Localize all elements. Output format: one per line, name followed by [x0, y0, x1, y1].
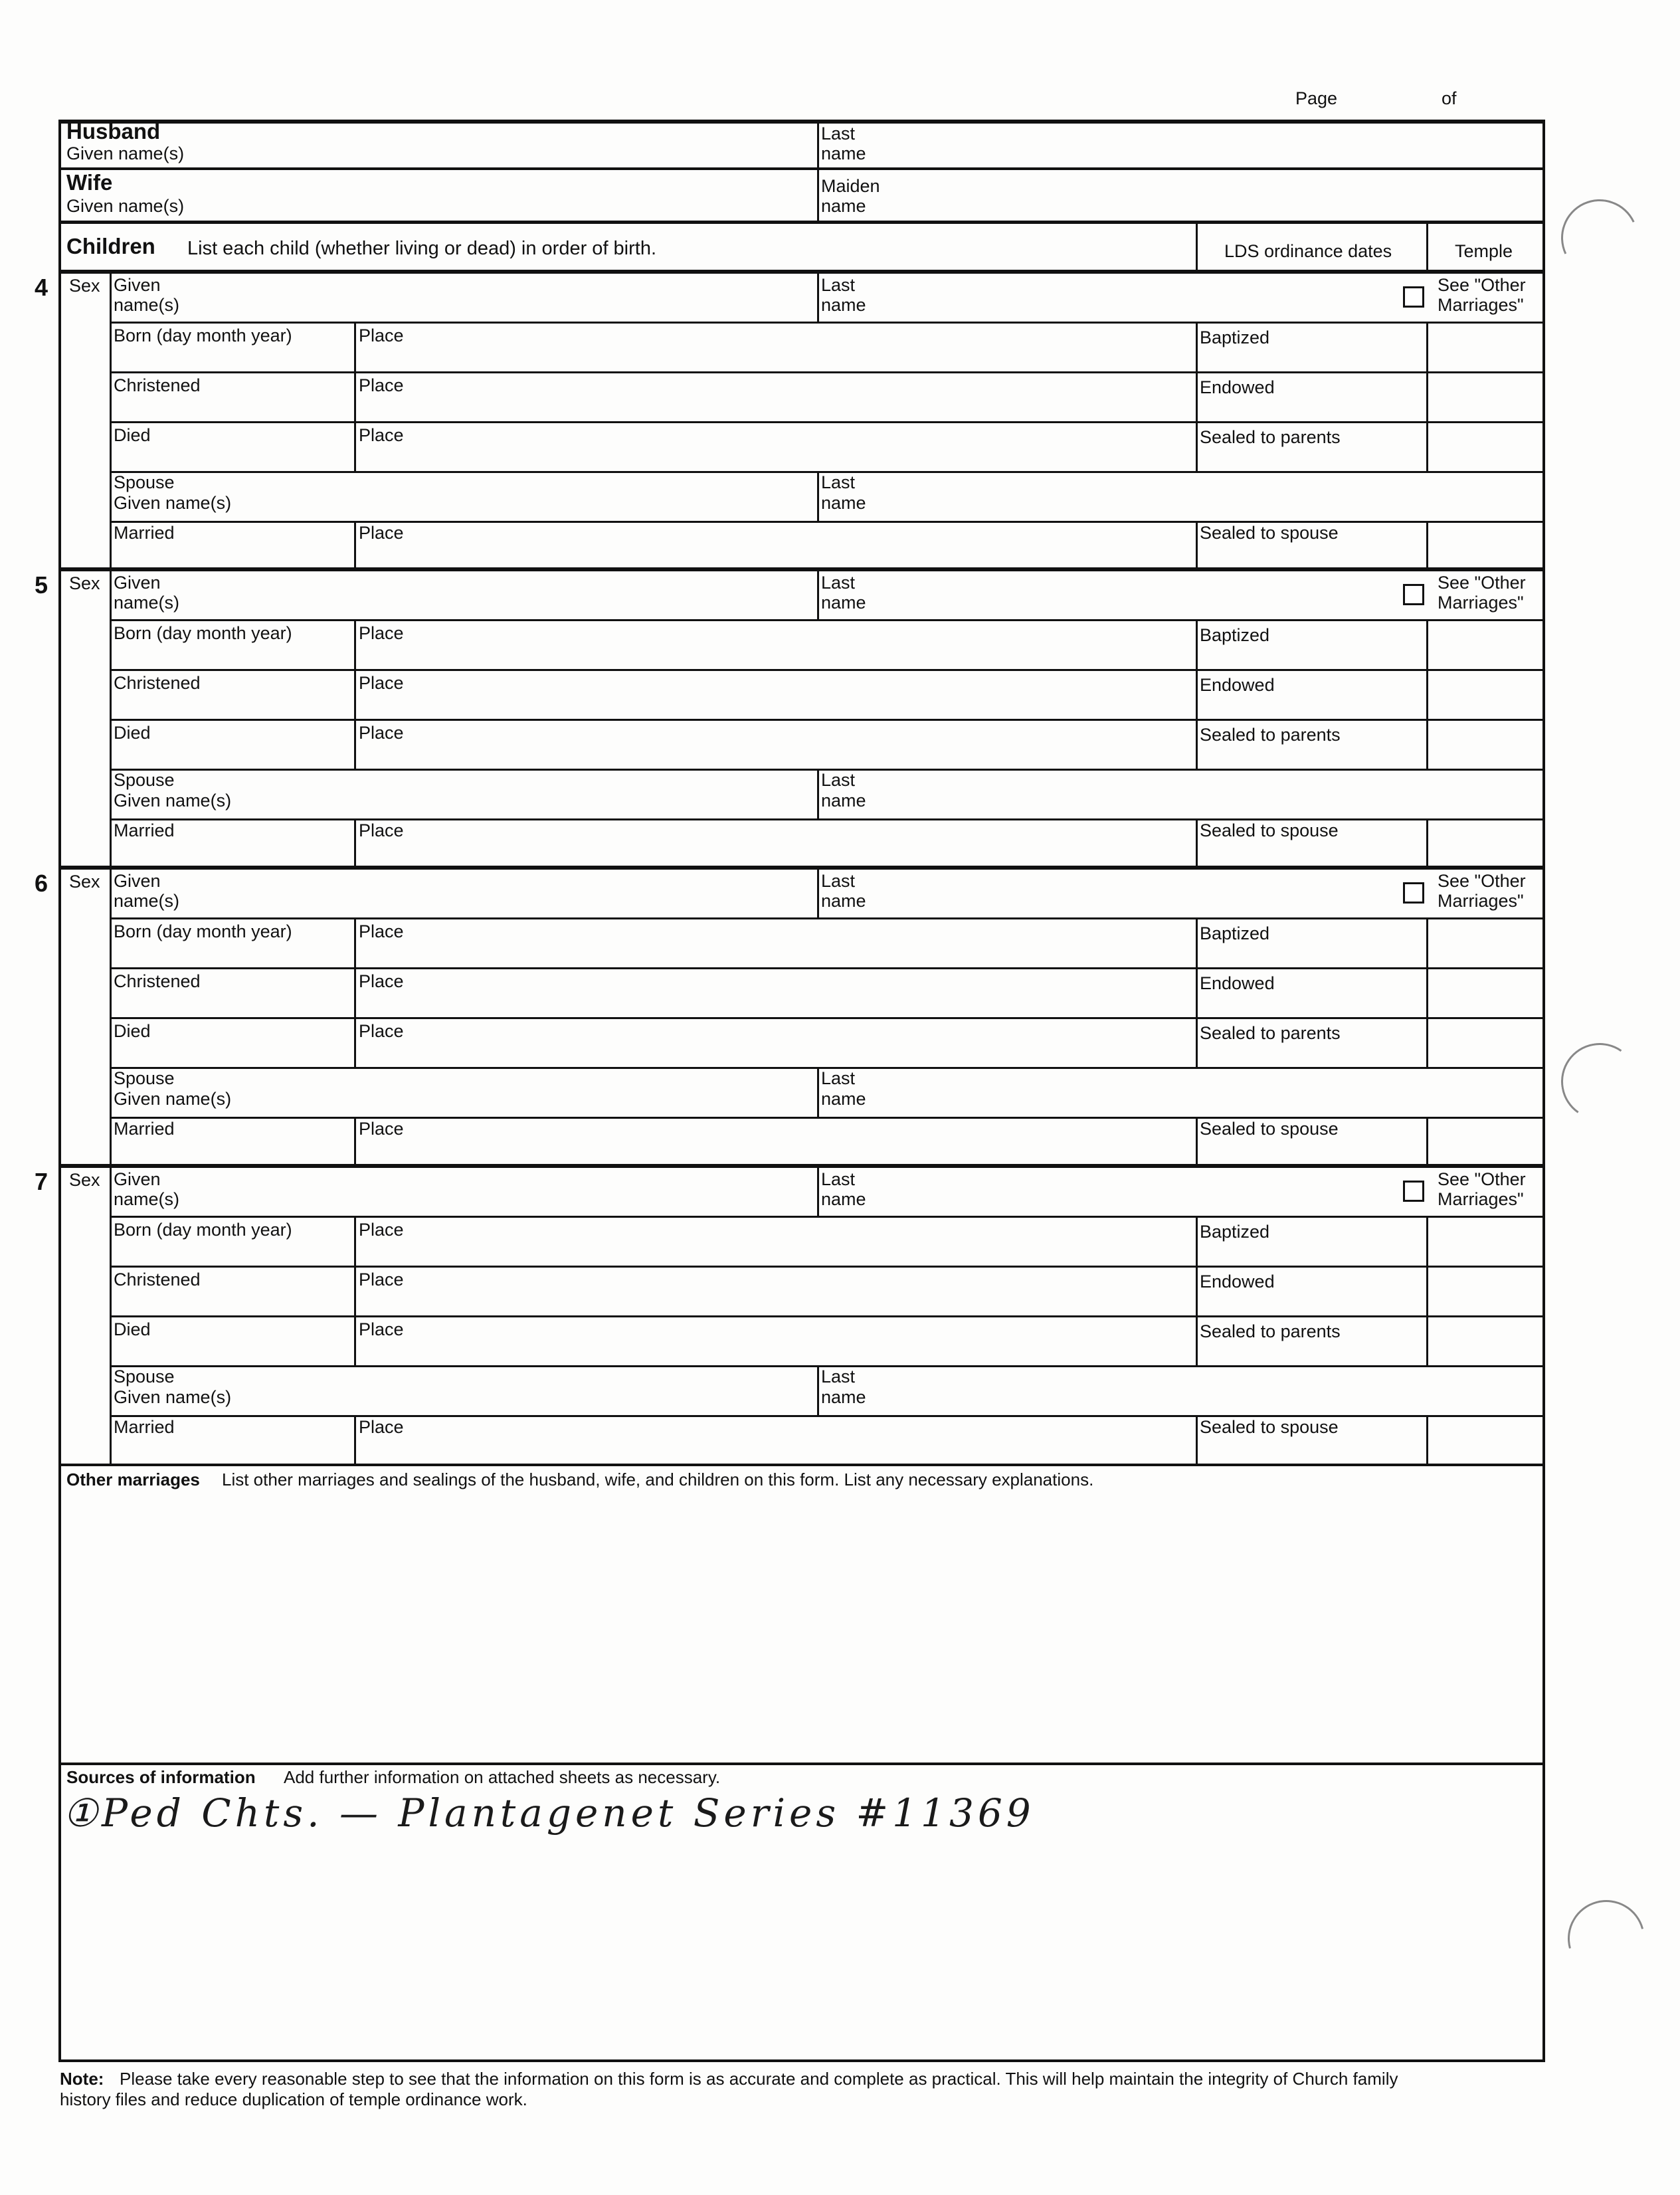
child-married-label: Married	[114, 1417, 175, 1437]
child-row-line	[110, 967, 1545, 969]
child-baptized-label: Baptized	[1200, 1222, 1270, 1242]
child-row-line	[110, 669, 1545, 671]
child-born-label: Born (day month year)	[114, 326, 292, 345]
child-spouse-divider	[817, 471, 819, 521]
wife-bottom-border	[58, 221, 1545, 224]
child-given-label-2: name(s)	[114, 1189, 180, 1209]
child-died-label: Died	[114, 425, 151, 445]
child-place-divider	[354, 1266, 356, 1315]
child-row-line	[110, 1017, 1545, 1019]
child-place-divider	[354, 719, 356, 769]
child-died-label: Died	[114, 723, 151, 743]
child-sex-column-divider	[110, 1166, 112, 1464]
child-last-label-1: Last	[821, 573, 856, 593]
child-ordinance-divider	[1196, 1266, 1198, 1315]
child-place-divider	[354, 371, 356, 421]
child-given-label-1: Given	[114, 275, 161, 295]
child-last-label-2: name	[821, 891, 866, 911]
sources-top-border	[58, 1763, 1545, 1765]
child-place-label: Place	[359, 375, 404, 395]
child-christened-label: Christened	[114, 971, 201, 991]
child-sealed-spouse-label: Sealed to spouse	[1200, 820, 1339, 840]
child-spouse-last-label-1: Last	[821, 472, 856, 492]
child-temple-divider	[1426, 669, 1428, 719]
page-label: Page	[1295, 88, 1338, 108]
see-other-marriages-label-1: See "Other	[1438, 275, 1526, 295]
binder-hole-bottom	[1554, 1886, 1659, 1991]
note-text-line-1: Please take every reasonable step to see that the information on this form is as accurate and complete as practical. This will help maintain the integrity of Church family	[120, 2069, 1398, 2089]
child-spouse-divider	[817, 1365, 819, 1415]
child-place-label: Place	[359, 1270, 404, 1289]
child-row-line	[110, 1315, 1545, 1317]
child-ordinance-divider	[1196, 719, 1198, 769]
child-place-divider	[354, 521, 356, 569]
child-spouse-last-label-1: Last	[821, 1367, 856, 1386]
husband-last-label-1: Last	[821, 124, 856, 143]
child-sealed_parents-label: Sealed to parents	[1200, 1321, 1341, 1341]
see-other-marriages-label-2: Marriages"	[1438, 1189, 1524, 1209]
child-temple-divider	[1426, 619, 1428, 669]
children-title: Children	[66, 234, 155, 258]
child-place-label: Place	[359, 523, 404, 543]
husband-title: Husband	[66, 119, 161, 143]
child-spouse-label-1: Spouse	[114, 1068, 175, 1088]
child-temple-divider	[1426, 1117, 1428, 1165]
child-spouse-label-2: Given name(s)	[114, 1089, 232, 1109]
note-text-line-2: history files and reduce duplication of temple ordinance work.	[60, 2089, 527, 2109]
child-spouse-label-2: Given name(s)	[114, 1387, 232, 1407]
child-place-label: Place	[359, 623, 404, 643]
child-given-label-1: Given	[114, 573, 161, 593]
child-ordinance-divider	[1196, 1415, 1198, 1464]
child-name-divider	[817, 569, 819, 619]
child-ordinance-divider	[1196, 371, 1198, 421]
child-sealed_parents-label: Sealed to parents	[1200, 427, 1341, 447]
child-place-divider	[354, 322, 356, 371]
child-sex-column-divider	[110, 272, 112, 569]
form-bottom-border	[58, 2059, 1545, 2062]
child-sealed_parents-label: Sealed to parents	[1200, 1023, 1341, 1043]
child-row-line	[110, 371, 1545, 373]
child-row-line	[110, 322, 1545, 324]
child-ordinance-divider	[1196, 967, 1198, 1017]
temple-label: Temple	[1455, 241, 1513, 261]
child-number: 7	[35, 1168, 48, 1195]
child-temple-divider	[1426, 1216, 1428, 1266]
child-temple-divider	[1426, 719, 1428, 769]
child-row-line	[110, 719, 1545, 721]
see-other-marriages-label-1: See "Other	[1438, 871, 1526, 891]
child-place-divider	[354, 818, 356, 867]
child-place-label: Place	[359, 1021, 404, 1041]
child-place-divider	[354, 1117, 356, 1165]
child-ordinance-divider	[1196, 669, 1198, 719]
children-header-divider-1	[1196, 224, 1198, 272]
child-ordinance-divider	[1196, 521, 1198, 569]
child-spouse-label-2: Given name(s)	[114, 791, 232, 811]
see-other-marriages-checkbox[interactable]	[1403, 286, 1424, 308]
child-endowed-label: Endowed	[1200, 675, 1275, 695]
child-temple-divider	[1426, 521, 1428, 569]
child-died-label: Died	[114, 1021, 151, 1041]
child-ordinance-divider	[1196, 818, 1198, 867]
child-block-top-border	[58, 270, 1545, 274]
child-sealed_parents-label: Sealed to parents	[1200, 725, 1341, 745]
child-row-line	[110, 619, 1545, 621]
wife-title: Wife	[66, 170, 113, 195]
child-spouse-label-2: Given name(s)	[114, 493, 232, 513]
child-place-label: Place	[359, 1220, 404, 1240]
child-place-divider	[354, 1216, 356, 1266]
children-bottom-border	[58, 1464, 1545, 1466]
children-instruction: List each child (whether living or dead) in order of birth.	[187, 238, 657, 259]
wife-maiden-label-1: Maiden	[821, 176, 880, 196]
child-spouse-divider	[817, 1067, 819, 1117]
child-sealed-spouse-label: Sealed to spouse	[1200, 1417, 1339, 1437]
child-place-label: Place	[359, 971, 404, 991]
child-number: 6	[35, 870, 48, 897]
child-endowed-label: Endowed	[1200, 377, 1275, 397]
child-christened-label: Christened	[114, 673, 201, 693]
child-last-label-1: Last	[821, 871, 856, 891]
child-place-divider	[354, 669, 356, 719]
child-number: 4	[35, 274, 48, 301]
child-endowed-label: Endowed	[1200, 973, 1275, 993]
child-sex-column-divider	[110, 569, 112, 867]
husband-bottom-border	[58, 167, 1545, 170]
child-last-label-1: Last	[821, 1169, 856, 1189]
child-place-label: Place	[359, 425, 404, 445]
child-temple-divider	[1426, 421, 1428, 471]
form-left-border	[58, 120, 61, 2062]
child-place-label: Place	[359, 820, 404, 840]
child-endowed-label: Endowed	[1200, 1272, 1275, 1291]
child-ordinance-divider	[1196, 322, 1198, 371]
husband-given-label: Given name(s)	[66, 143, 185, 163]
child-given-label-1: Given	[114, 871, 161, 891]
child-block-top-border	[58, 567, 1545, 571]
child-spouse-last-label-2: name	[821, 1089, 866, 1109]
child-sex-label: Sex	[69, 1170, 100, 1190]
see-other-marriages-checkbox[interactable]	[1403, 882, 1424, 904]
child-last-label-2: name	[821, 295, 866, 315]
husband-wife-divider	[817, 120, 819, 223]
other-marriages-title: Other marriages	[66, 1470, 200, 1489]
child-spouse-label-1: Spouse	[114, 1367, 175, 1386]
see-other-marriages-checkbox[interactable]	[1403, 1181, 1424, 1202]
handwritten-source-entry: ①Ped Chts. — Plantagenet Series #11369	[63, 1790, 1035, 1836]
child-name-divider	[817, 868, 819, 917]
lds-ordinance-dates-label: LDS ordinance dates	[1224, 241, 1392, 261]
child-name-divider	[817, 272, 819, 322]
child-died-label: Died	[114, 1319, 151, 1339]
child-place-divider	[354, 421, 356, 471]
child-born-label: Born (day month year)	[114, 1220, 292, 1240]
wife-given-label: Given name(s)	[66, 196, 185, 216]
child-row-line	[110, 1266, 1545, 1268]
of-label: of	[1442, 88, 1457, 108]
child-spouse-label-1: Spouse	[114, 770, 175, 790]
child-ordinance-divider	[1196, 1117, 1198, 1165]
child-block-top-border	[58, 1164, 1545, 1168]
sources-title: Sources of information	[66, 1767, 256, 1787]
binder-hole-top	[1550, 189, 1649, 288]
child-last-label-2: name	[821, 1189, 866, 1209]
child-block-top-border	[58, 866, 1545, 870]
see-other-marriages-label-2: Marriages"	[1438, 593, 1524, 613]
child-place-divider	[354, 619, 356, 669]
child-spouse-last-label-1: Last	[821, 1068, 856, 1088]
child-baptized-label: Baptized	[1200, 328, 1270, 347]
see-other-marriages-label-1: See "Other	[1438, 1169, 1526, 1189]
see-other-marriages-label-1: See "Other	[1438, 573, 1526, 593]
child-place-label: Place	[359, 1119, 404, 1139]
child-ordinance-divider	[1196, 1216, 1198, 1266]
child-sex-label: Sex	[69, 276, 100, 296]
child-place-label: Place	[359, 723, 404, 743]
children-header-divider-2	[1426, 224, 1428, 272]
binder-hole-middle	[1555, 1037, 1644, 1126]
child-name-divider	[817, 1166, 819, 1216]
child-born-label: Born (day month year)	[114, 623, 292, 643]
child-baptized-label: Baptized	[1200, 625, 1270, 645]
child-given-label-1: Given	[114, 1169, 161, 1189]
note-title: Note:	[60, 2069, 104, 2089]
child-place-divider	[354, 1017, 356, 1067]
child-given-label-2: name(s)	[114, 891, 180, 911]
child-row-line	[110, 421, 1545, 423]
child-place-divider	[354, 967, 356, 1017]
child-temple-divider	[1426, 917, 1428, 967]
child-born-label: Born (day month year)	[114, 921, 292, 941]
child-place-divider	[354, 917, 356, 967]
child-last-label-2: name	[821, 593, 866, 613]
child-temple-divider	[1426, 1415, 1428, 1464]
child-place-label: Place	[359, 1319, 404, 1339]
see-other-marriages-checkbox[interactable]	[1403, 584, 1424, 605]
child-baptized-label: Baptized	[1200, 923, 1270, 943]
child-place-label: Place	[359, 326, 404, 345]
child-ordinance-divider	[1196, 1315, 1198, 1365]
child-spouse-last-label-2: name	[821, 1387, 866, 1407]
child-sex-label: Sex	[69, 573, 100, 593]
child-ordinance-divider	[1196, 917, 1198, 967]
child-place-label: Place	[359, 1417, 404, 1437]
child-spouse-label-1: Spouse	[114, 472, 175, 492]
child-number: 5	[35, 571, 48, 599]
child-sealed-spouse-label: Sealed to spouse	[1200, 1119, 1339, 1139]
child-sealed-spouse-label: Sealed to spouse	[1200, 523, 1339, 543]
child-married-label: Married	[114, 523, 175, 543]
child-temple-divider	[1426, 1266, 1428, 1315]
child-married-label: Married	[114, 1119, 175, 1139]
form-top-border	[58, 120, 1545, 124]
child-temple-divider	[1426, 1315, 1428, 1365]
see-other-marriages-label-2: Marriages"	[1438, 891, 1524, 911]
child-place-divider	[354, 1315, 356, 1365]
child-sex-label: Sex	[69, 872, 100, 892]
child-given-label-2: name(s)	[114, 593, 180, 613]
child-sex-column-divider	[110, 868, 112, 1165]
child-spouse-last-label-2: name	[821, 791, 866, 811]
child-spouse-last-label-1: Last	[821, 770, 856, 790]
child-temple-divider	[1426, 967, 1428, 1017]
child-ordinance-divider	[1196, 619, 1198, 669]
sources-text: Add further information on attached sheets as necessary.	[284, 1767, 721, 1787]
child-place-label: Place	[359, 921, 404, 941]
other-marriages-text: List other marriages and sealings of the husband, wife, and children on this form. List any necessary explanations.	[222, 1470, 1094, 1489]
child-christened-label: Christened	[114, 1270, 201, 1289]
child-ordinance-divider	[1196, 1017, 1198, 1067]
form-right-border	[1542, 120, 1545, 2062]
child-temple-divider	[1426, 371, 1428, 421]
child-given-label-2: name(s)	[114, 295, 180, 315]
child-temple-divider	[1426, 322, 1428, 371]
child-spouse-last-label-2: name	[821, 493, 866, 513]
child-row-line	[110, 917, 1545, 919]
husband-last-label-2: name	[821, 143, 866, 163]
child-last-label-1: Last	[821, 275, 856, 295]
wife-maiden-label-2: name	[821, 196, 866, 216]
child-ordinance-divider	[1196, 421, 1198, 471]
child-spouse-divider	[817, 769, 819, 818]
child-temple-divider	[1426, 818, 1428, 867]
child-row-line	[110, 1216, 1545, 1218]
child-temple-divider	[1426, 1017, 1428, 1067]
child-place-label: Place	[359, 673, 404, 693]
child-married-label: Married	[114, 820, 175, 840]
see-other-marriages-label-2: Marriages"	[1438, 295, 1524, 315]
child-place-divider	[354, 1415, 356, 1464]
child-christened-label: Christened	[114, 375, 201, 395]
